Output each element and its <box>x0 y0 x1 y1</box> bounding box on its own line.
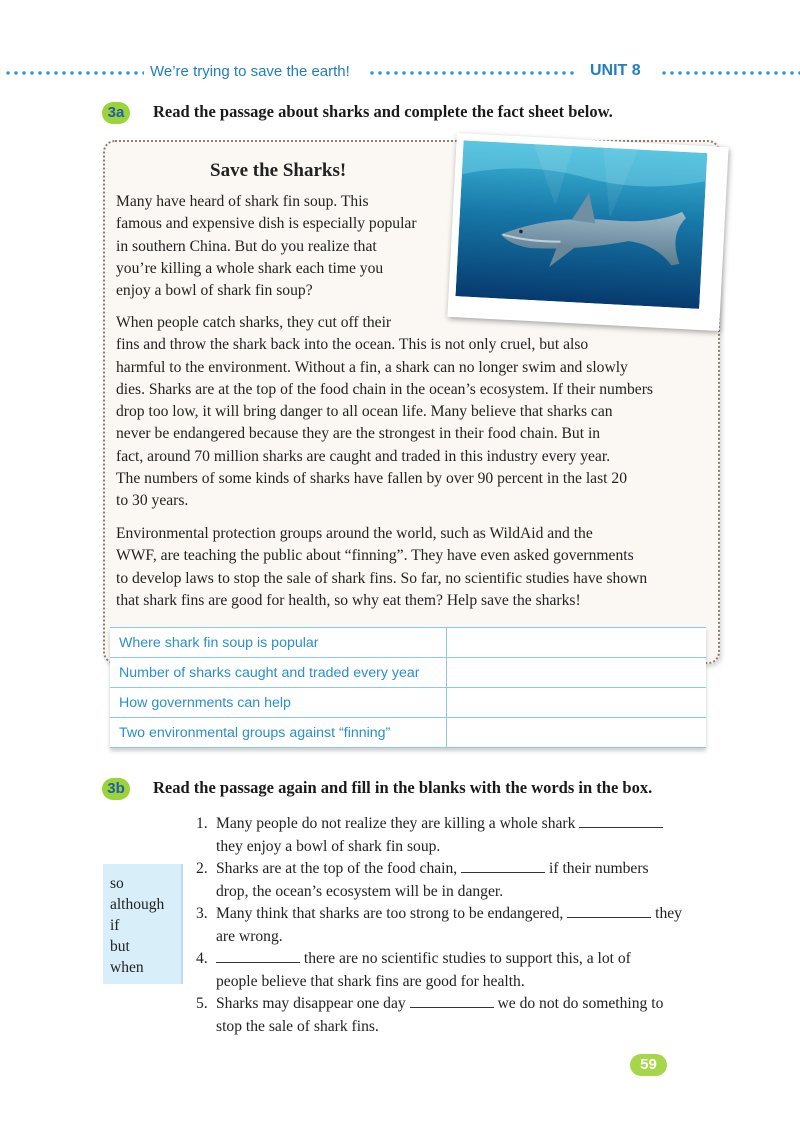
item-text: people believe that shark fins are good for health. <box>216 972 525 990</box>
passage-line: fins and throw the shark back into the ocean. This is not only cruel, but also <box>116 336 589 354</box>
passage-line: drop too low, it will bring danger to all ocean life. Many believe that sharks can <box>116 403 613 421</box>
item-text: are wrong. <box>216 927 283 945</box>
exercise-item-2 <box>196 858 649 903</box>
passage-title: Save the Sharks! <box>210 160 347 181</box>
item-text: Many think that sharks are too strong to be endangered, <box>216 905 564 922</box>
word-option: but <box>110 938 130 955</box>
page-number: 59 <box>630 1054 667 1076</box>
passage-line: you’re killing a whole shark each time you <box>116 259 384 277</box>
fact-label: Number of sharks caught and traded every year <box>110 658 447 688</box>
word-option: so <box>110 875 124 892</box>
passage-line: enjoy a bowl of shark fin soup? <box>116 282 313 300</box>
fact-answer-cell[interactable] <box>447 718 707 748</box>
item-text: Many people do not realize they are killing a whole shark <box>216 815 576 832</box>
item-number: 5. <box>196 995 208 1012</box>
table-row <box>110 688 706 718</box>
word-option: if <box>110 917 120 934</box>
item-text: we do not do something to <box>497 995 664 1012</box>
fact-answer-cell[interactable] <box>447 688 707 718</box>
header-subtitle: We’re trying to save the earth! <box>150 63 350 80</box>
passage-line: in southern China. But do you realize that <box>116 237 377 255</box>
passage-line: harmful to the environment. Without a fin, a shark can no longer swim and slowly <box>116 358 628 376</box>
passage-line: Environmental protection groups around the world, such as WildAid and the <box>116 525 593 542</box>
fact-sheet-table <box>110 627 706 748</box>
item-number: 1. <box>196 815 208 832</box>
fact-label: Two environmental groups against “finning” <box>110 718 447 748</box>
blank-field[interactable] <box>461 858 545 873</box>
unit-label: UNIT 8 <box>590 62 641 79</box>
item-text: stop the sale of shark fins. <box>216 1017 379 1035</box>
section-badge-3a: 3a <box>102 102 130 124</box>
blank-field[interactable] <box>567 903 651 918</box>
exercise-item-4 <box>196 948 631 993</box>
passage-line: fact, around 70 million sharks are caught and traded in this industry every year. <box>116 447 611 465</box>
header-dots-left <box>4 71 144 75</box>
item-number: 4. <box>196 950 208 967</box>
passage-paragraph-2 <box>116 312 711 513</box>
item-text: drop, the ocean’s ecosystem will be in danger. <box>216 882 504 900</box>
blank-field[interactable] <box>216 948 300 963</box>
passage-line: to 30 years. <box>116 492 189 510</box>
passage-line: never be endangered because they are the strongest in their food chain. But in <box>116 425 601 443</box>
item-text: there are no scientific studies to support this, a lot of <box>303 950 631 967</box>
item-text: if their numbers <box>549 860 649 877</box>
exercise-item-3 <box>196 903 682 948</box>
fact-label: Where shark fin soup is popular <box>110 628 447 658</box>
exercise-item-1 <box>196 813 663 858</box>
blank-field[interactable] <box>410 993 494 1008</box>
passage-line: dies. Sharks are at the top of the food chain in the ocean’s ecosystem. If their numbers <box>116 380 653 398</box>
passage-line: The numbers of some kinds of sharks have fallen by over 90 percent in the last 20 <box>116 470 627 488</box>
shark-image <box>455 140 707 309</box>
passage-line: to develop laws to stop the sale of shark fins. So far, no scientific studies have shown <box>116 569 648 587</box>
item-text: they <box>655 905 682 922</box>
page-header <box>0 62 800 84</box>
passage-line: that shark fins are good for health, so why eat them? Help save the sharks! <box>116 591 581 609</box>
passage-paragraph-3 <box>116 523 711 612</box>
header-dots-right <box>660 71 800 75</box>
fact-answer-cell[interactable] <box>447 628 707 658</box>
section-badge-3b: 3b <box>102 778 130 800</box>
passage-line: famous and expensive dish is especially popular <box>116 215 417 233</box>
item-text: Sharks may disappear one day <box>216 995 406 1012</box>
passage-line: When people catch sharks, they cut off their <box>116 314 392 331</box>
item-text: they enjoy a bowl of shark fin soup. <box>216 837 441 855</box>
passage-paragraph-1 <box>116 191 446 302</box>
blank-field[interactable] <box>579 813 663 828</box>
fact-answer-cell[interactable] <box>447 658 707 688</box>
instruction-3a: Read the passage about sharks and complete the fact sheet below. <box>153 102 613 121</box>
instruction-3b: Read the passage again and fill in the blanks with the words in the box. <box>153 778 653 797</box>
shark-photo <box>447 133 728 331</box>
word-box <box>103 864 183 984</box>
exercise-item-5 <box>196 993 663 1038</box>
word-option: when <box>110 959 144 976</box>
passage-line: Many have heard of shark fin soup. This <box>116 193 369 210</box>
fact-label: How governments can help <box>110 688 447 718</box>
word-option: although <box>110 896 165 913</box>
passage-line: WWF, are teaching the public about “finning”. They have even asked governments <box>116 547 634 565</box>
table-row <box>110 628 706 658</box>
item-text: Sharks are at the top of the food chain, <box>216 860 458 877</box>
item-number: 2. <box>196 860 208 877</box>
table-row <box>110 718 706 748</box>
header-dots-middle <box>368 71 576 75</box>
item-number: 3. <box>196 905 208 922</box>
table-row <box>110 658 706 688</box>
